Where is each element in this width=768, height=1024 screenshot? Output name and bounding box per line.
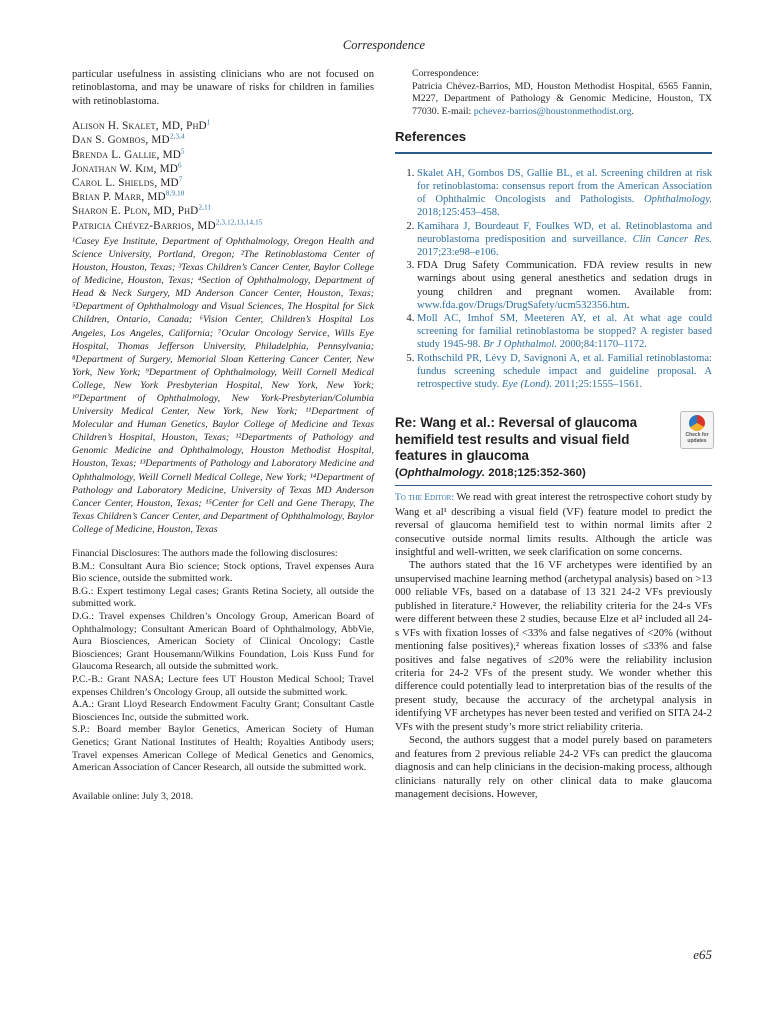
available-online: Available online: July 3, 2018. bbox=[72, 790, 194, 802]
correspondence-text: Patricia Chévez-Barrios, MD, Houston Methodist Hospital, 6565 Fannin, M227, Department of Pathology & Genomic Medicine, Houston, TX 77030. E-mail: pchevez-barrios@houstonmethodist.org. bbox=[412, 80, 712, 117]
reference-item bbox=[417, 220, 712, 260]
reference-tail[interactable]: 2017;23:e98–e106. bbox=[417, 247, 499, 258]
correspondence-block bbox=[395, 68, 712, 118]
author-affil-sup[interactable]: 7 bbox=[178, 175, 183, 184]
author-affil-sup[interactable]: 8,9,10 bbox=[165, 189, 185, 198]
letter-title-text: Re: Wang et al.: Reversal of glaucoma hemifield test results and visual field features in glaucoma bbox=[395, 415, 638, 464]
reference-tail[interactable]: 2011;25:1555–1561. bbox=[551, 379, 643, 391]
reference-tail[interactable]: 2018;125:453–458. bbox=[417, 207, 500, 219]
reference-item bbox=[417, 352, 712, 392]
disclosure-line: S.P.: Board member Baylor Genetics, American Society of Human Genetics; Grant National Institutes of Health; Royalties Antibody users; Travel expenses American College of Medical Genetics and Genomics, American Association of Cancer Research, all outside the submitted work. bbox=[72, 724, 374, 774]
author-line bbox=[72, 219, 374, 233]
financial-disclosures bbox=[72, 548, 374, 775]
author-affil-sup[interactable]: 1 bbox=[206, 118, 211, 127]
author-line bbox=[72, 176, 374, 190]
reference-list bbox=[395, 167, 712, 391]
reference-text[interactable]: Skalet AH, Gombos DS, Gallie BL, et al. Screening children at risk for retinoblastoma: consensus report from the American Association of Ophthalmic Oncologists and Pathologists. bbox=[417, 167, 712, 206]
reference-url-link[interactable]: www.fda.gov/Drugs/DrugSafety/ucm532356.htm bbox=[417, 299, 627, 311]
author-line bbox=[72, 119, 374, 133]
disclosure-line: B.M.: Consultant Aura Bio science; Stock options, Travel expenses Aura Bio science, outside the submitted work. bbox=[72, 560, 374, 585]
disclosure-line: D.G.: Travel expenses Children’s Oncology Group, American Board of Ophthalmology; Consultant American Board of Ophthalmology, AbbVie, Aura Biosciences, American Society of Clinical Oncology; Castle Biosciences; Grant Housemann/Wilkins Foundation, Lois Kuss Fund for Glaucoma Research, all outside the submitted work. bbox=[72, 610, 374, 673]
reference-journal[interactable]: Br J Ophthalmol. bbox=[483, 339, 558, 351]
reference-tail[interactable]: 2000;84:1170–1172. bbox=[557, 339, 647, 351]
reference-journal[interactable]: Clin Cancer Res. bbox=[632, 233, 712, 245]
reference-tail: . bbox=[626, 299, 630, 311]
correspondence-label: Correspondence: bbox=[412, 68, 479, 79]
author-name: Brian P. Marr, MD bbox=[72, 191, 166, 204]
author-name: Alison H. Skalet, MD, PhD bbox=[72, 120, 207, 133]
author-name: Patricia Chévez-Barrios, MD bbox=[72, 219, 216, 232]
reference-journal[interactable]: Eye (Lond). bbox=[501, 379, 552, 391]
right-column bbox=[395, 68, 712, 802]
author-name: Carol L. Shields, MD bbox=[72, 177, 179, 190]
letter-title bbox=[395, 415, 709, 465]
left-column bbox=[72, 68, 374, 803]
correspondence-address: Patricia Chévez-Barrios, MD, Houston Methodist Hospital, 6565 Fannin, M227, Department of Pathology & Genomic Medicine, Houston, TX 77030. E-mail: bbox=[412, 80, 712, 117]
disclosure-line: Financial Disclosures: The authors made the following disclosures: bbox=[72, 548, 338, 559]
reference-text: FDA Drug Safety Communication. FDA review results in new warnings about using general anesthetics and sedation drugs in young children and pregnant women. Available from: bbox=[417, 260, 712, 298]
author-line bbox=[72, 133, 374, 147]
cite-journal: Ophthalmology. bbox=[398, 466, 486, 479]
page-number: e65 bbox=[693, 947, 712, 962]
author-affil-sup[interactable]: 2,11 bbox=[198, 203, 212, 212]
body-text: We read with great interest the retrospective cohort study by Wang et al¹ describing a visual field (VF) feature model to predict the reversal of glaucoma hemifield test to within normal limits after 2 consecutive outside normal limits results. Although the article was insightful and well-written, we seek clarification on some concerns. bbox=[395, 492, 713, 558]
author-name: Jonathan W. Kim, MD bbox=[72, 162, 179, 175]
author-line bbox=[72, 148, 374, 162]
author-affil-sup[interactable]: 5 bbox=[181, 146, 185, 155]
reference-text[interactable]: Moll AC, Imhof SM, Meeteren AY, et al. At what age could screening for familial retinoblastoma be stopped? A register based study 1945-98. bbox=[417, 313, 712, 351]
author-affil-sup[interactable]: 6 bbox=[178, 161, 182, 170]
author-list bbox=[72, 119, 374, 233]
affiliations: ¹Casey Eye Institute, Department of Ophthalmology, Oregon Health and Science University, Portland, Oregon; ²The Retinoblastoma Center of Houston, Houston, Texas; ³Texas Children’s Cancer Center, Baylor College of Medicine, Houston, Texas; ⁴Section of Ophthalmology, Department of Head & Neck Surgery, MD Anderson Cancer Center, Houston, Texas; ⁵Department of Ophthalmology and Visual Sciences, The Hospital for Sick Children, Ontario, Canada; ⁶Vision Center, Children’s Hospital Los Angeles, Los Angeles, California; ⁷Ocular Oncology Service, Wills Eye Hospital, Thomas Jefferson University, Philadelphia, Pennsylvania; ⁸Department of Surgery, Memorial Sloan Kettering Cancer Center, New York, New York; ⁹Department of Ophthalmology, Weill Cornell Medical College, New York Presbyterian Hospital, New York, New York; ¹⁰Department of Ophthalmology, New York-Presbyterian/Columbia University Medical Center, New York, New York; ¹¹Department of Molecular and Human Genetics, Baylor College of Medicine and Texas Children’s Hospital, Houston, Texas; ¹²Departments of Pathology and Genomic Medicine and Ophthalmology, Houston Methodist Hospital, Houston, Texas; ¹³Departments of Pathology and Laboratory Medicine and Ophthalmology, Weill Cornell Medical College, New York; ¹⁴Department of Pathology and Laboratory Medicine, University of Texas MD Anderson Cancer Center, Houston, Texas; ¹⁵Center for Cell and Gene Therapy, The Texas Children’s Cancer Center, and Department of Ophthalmology, Baylor College of Medicine, Houston, Texas bbox=[72, 235, 374, 535]
correspondence-email-link[interactable]: pchevez-barrios@houstonmethodist.org bbox=[473, 105, 632, 117]
reference-item bbox=[417, 259, 712, 312]
check-for-updates-icon bbox=[689, 415, 705, 431]
badge-text: Check for updates bbox=[685, 432, 709, 445]
body-paragraph: Second, the authors suggest that a model purely based on parameters and features from 2 previous reliable 24-2 VFs can predict the glaucoma diagnosis and can help clinicians in the decision-making process, although clinicians naturally rely on other clinical data to make glaucoma management decisions. However, bbox=[395, 735, 712, 801]
author-name: Brenda L. Gallie, MD bbox=[72, 148, 182, 161]
reference-text[interactable]: Rothschild PR, Lévy D, Savignoni A, et al. Familial retinoblastoma: fundus screening schedule impact and guideline proposal. A retrospective study. bbox=[417, 352, 712, 391]
letter-body bbox=[395, 491, 712, 801]
disclosure-line: A.A.: Grant Lloyd Research Endowment Faculty Grant; Consultant Castle Biosciences Inc, outside the submitted work. bbox=[72, 699, 374, 723]
cite-open: ( bbox=[395, 466, 399, 479]
to-the-editor: To the Editor: bbox=[395, 493, 454, 504]
author-line bbox=[72, 190, 374, 204]
letter-citation bbox=[395, 467, 712, 486]
author-line bbox=[72, 204, 374, 218]
references-heading: References bbox=[395, 130, 712, 153]
author-name: Dan S. Gombos, MD bbox=[72, 134, 170, 147]
check-for-updates-badge[interactable] bbox=[680, 411, 714, 449]
author-line bbox=[72, 162, 374, 176]
reference-text[interactable]: Kamihara J, Bourdeaut F, Foulkes WD, et al. Retinoblastoma and neuroblastoma predisposition and surveillance. bbox=[417, 220, 712, 245]
disclosure-line: P.C.-B.: Grant NASA; Lecture fees UT Houston Medical School; Travel expenses Children’s Oncology Group, all outside the submitted work. bbox=[72, 673, 374, 698]
body-paragraph bbox=[395, 491, 712, 559]
author-name: Sharon E. Plon, MD, PhD bbox=[72, 205, 199, 218]
disclosure-line: B.G.: Expert testimony Legal cases; Grants Retina Society, all outside the submitted work. bbox=[72, 585, 374, 610]
author-affil-sup[interactable]: 2,3,12,13,14,15 bbox=[215, 217, 263, 226]
reference-item bbox=[417, 312, 712, 352]
reference-journal[interactable]: Ophthalmology. bbox=[644, 194, 712, 206]
cite-rest: 2018;125:352-360) bbox=[485, 466, 586, 479]
running-header: Correspondence bbox=[342, 38, 426, 52]
author-affil-sup[interactable]: 2,3,4 bbox=[169, 132, 185, 141]
intro-paragraph: particular usefulness in assisting clinicians who are not focused on retinoblastoma, and may be unaware of risks for children in families with retinoblastoma. bbox=[72, 69, 374, 107]
body-paragraph: The authors stated that the 16 VF archetypes were identified by an unsupervised machine learning method (archetypal analysis) based on >13 000 reliable VFs, based on a database of 13 321 24-2 VFs previously published in literature.² However, the reliability criteria for the 24-s VFs were different between these 2 studies, because Elze et al² included all 24-s VFs with fixation losses of <33% and false negatives of <20% (without mentioning false positives),² whereas fixation losses of ≤33% and false positives and false negatives of ≤20% were the reliability inclusion criteria for 24-2 VFs of the present study. We wonder whether this difference could potentially lead to interpretation bias of the results of the present study, because the accuracy of the archetypal analysis in identifying VF archetypes has never been tested and verified on SITA 24-2 VFs with the present study’s more strict reliability criteria. bbox=[395, 560, 712, 733]
reference-item bbox=[417, 167, 712, 220]
